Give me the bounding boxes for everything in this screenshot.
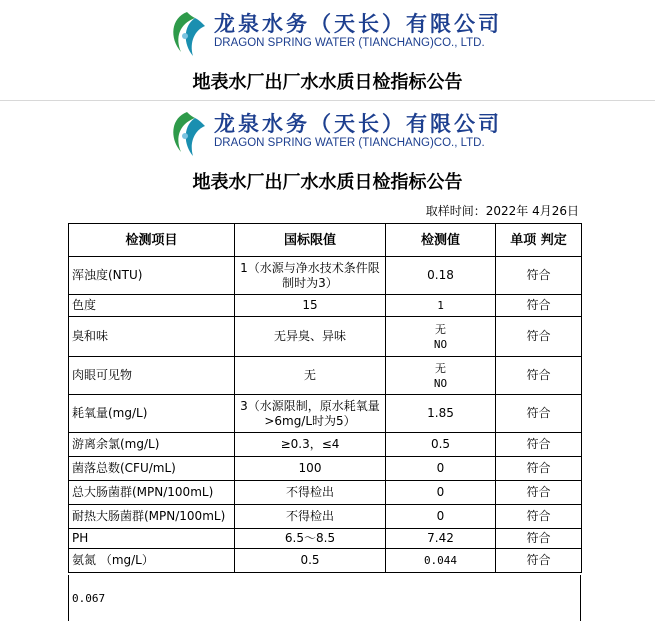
table-row — [69, 357, 582, 395]
company-logo — [165, 8, 502, 60]
row-judgement: 符合 — [496, 395, 582, 433]
dragon-spring-logo-icon — [165, 108, 209, 160]
company-name-en: DRAGON SPRING WATER (TIANCHANG)CO., LTD. — [214, 37, 485, 49]
row-limit: 1（水源与净水技术条件限制时为3） — [235, 257, 386, 295]
row-limit: 3（水源限制，原水耗氧量>6mg/L时为5） — [235, 395, 386, 433]
row-limit: 0.5 — [235, 549, 386, 573]
row-limit: 15 — [235, 295, 386, 317]
water-quality-table — [68, 223, 582, 573]
row-limit: ≥0.3，≤4 — [235, 433, 386, 457]
row-judgement: 符合 — [496, 317, 582, 357]
company-name-cn: 龙泉水务（天长）有限公司 — [214, 11, 502, 36]
row-limit: 100 — [235, 457, 386, 481]
row-item: 游离余氯(mg/L) — [69, 433, 235, 457]
row-item: 氨氮 （mg/L） — [69, 549, 235, 573]
table-row — [69, 257, 582, 295]
row-value: 0.5 — [386, 433, 496, 457]
table-row — [69, 433, 582, 457]
table-row — [69, 395, 582, 433]
row-item: 耐热大肠菌群(MPN/100mL) — [69, 505, 235, 529]
row-value: 0.18 — [386, 257, 496, 295]
table-row — [69, 317, 582, 357]
row-value: 7.42 — [386, 529, 496, 549]
row-judgement: 符合 — [496, 257, 582, 295]
table-row — [69, 481, 582, 505]
header-limit: 国标限值 — [235, 224, 386, 257]
dragon-spring-logo-icon — [165, 8, 209, 60]
row-item: 菌落总数(CFU/mL) — [69, 457, 235, 481]
table-row — [69, 295, 582, 317]
row-judgement: 符合 — [496, 549, 582, 573]
row-item: 肉眼可见物 — [69, 357, 235, 395]
table-row — [69, 457, 582, 481]
row-item: PH — [69, 529, 235, 549]
header-judgement: 单项 判定 — [496, 224, 582, 257]
row-value: 无 NO — [386, 317, 496, 357]
row-item: 臭和味 — [69, 317, 235, 357]
row-item: 总大肠菌群(MPN/100mL) — [69, 481, 235, 505]
document-title: 地表水厂出厂水水质日检指标公告 — [192, 72, 463, 93]
row-judgement: 符合 — [496, 457, 582, 481]
table-row — [69, 505, 582, 529]
company-name-en: DRAGON SPRING WATER (TIANCHANG)CO., LTD. — [214, 137, 485, 149]
row-limit: 无异臭、异味 — [235, 317, 386, 357]
row-item: 耗氧量(mg/L) — [69, 395, 235, 433]
header-band-secondary — [0, 100, 655, 203]
footer-value: 0.067 — [72, 592, 106, 605]
company-logo — [165, 108, 502, 160]
sample-time: 取样时间：2022年 4月26日 — [425, 204, 579, 218]
table-header-row — [69, 224, 582, 257]
row-limit: 不得检出 — [235, 481, 386, 505]
row-judgement: 符合 — [496, 505, 582, 529]
row-limit: 不得检出 — [235, 505, 386, 529]
row-item: 色度 — [69, 295, 235, 317]
row-value: 0 — [386, 505, 496, 529]
row-judgement: 符合 — [496, 357, 582, 395]
row-value: 1.85 — [386, 395, 496, 433]
row-value: 1 — [386, 295, 496, 317]
row-judgement: 符合 — [496, 529, 582, 549]
row-value: 0 — [386, 481, 496, 505]
row-judgement: 符合 — [496, 481, 582, 505]
row-value: 无 NO — [386, 357, 496, 395]
header-band-primary — [0, 0, 655, 101]
header-value: 检测值 — [386, 224, 496, 257]
row-value: 0 — [386, 457, 496, 481]
document-title: 地表水厂出厂水水质日检指标公告 — [192, 172, 463, 193]
header-item: 检测项目 — [69, 224, 235, 257]
company-name-cn: 龙泉水务（天长）有限公司 — [214, 111, 502, 136]
row-limit: 6.5～8.5 — [235, 529, 386, 549]
row-limit: 无 — [235, 357, 386, 395]
row-judgement: 符合 — [496, 433, 582, 457]
table-row — [69, 549, 582, 573]
row-item: 浑浊度(NTU) — [69, 257, 235, 295]
row-value: 0.044 — [386, 549, 496, 573]
footer-box — [68, 575, 581, 621]
table-row — [69, 529, 582, 549]
row-judgement: 符合 — [496, 295, 582, 317]
